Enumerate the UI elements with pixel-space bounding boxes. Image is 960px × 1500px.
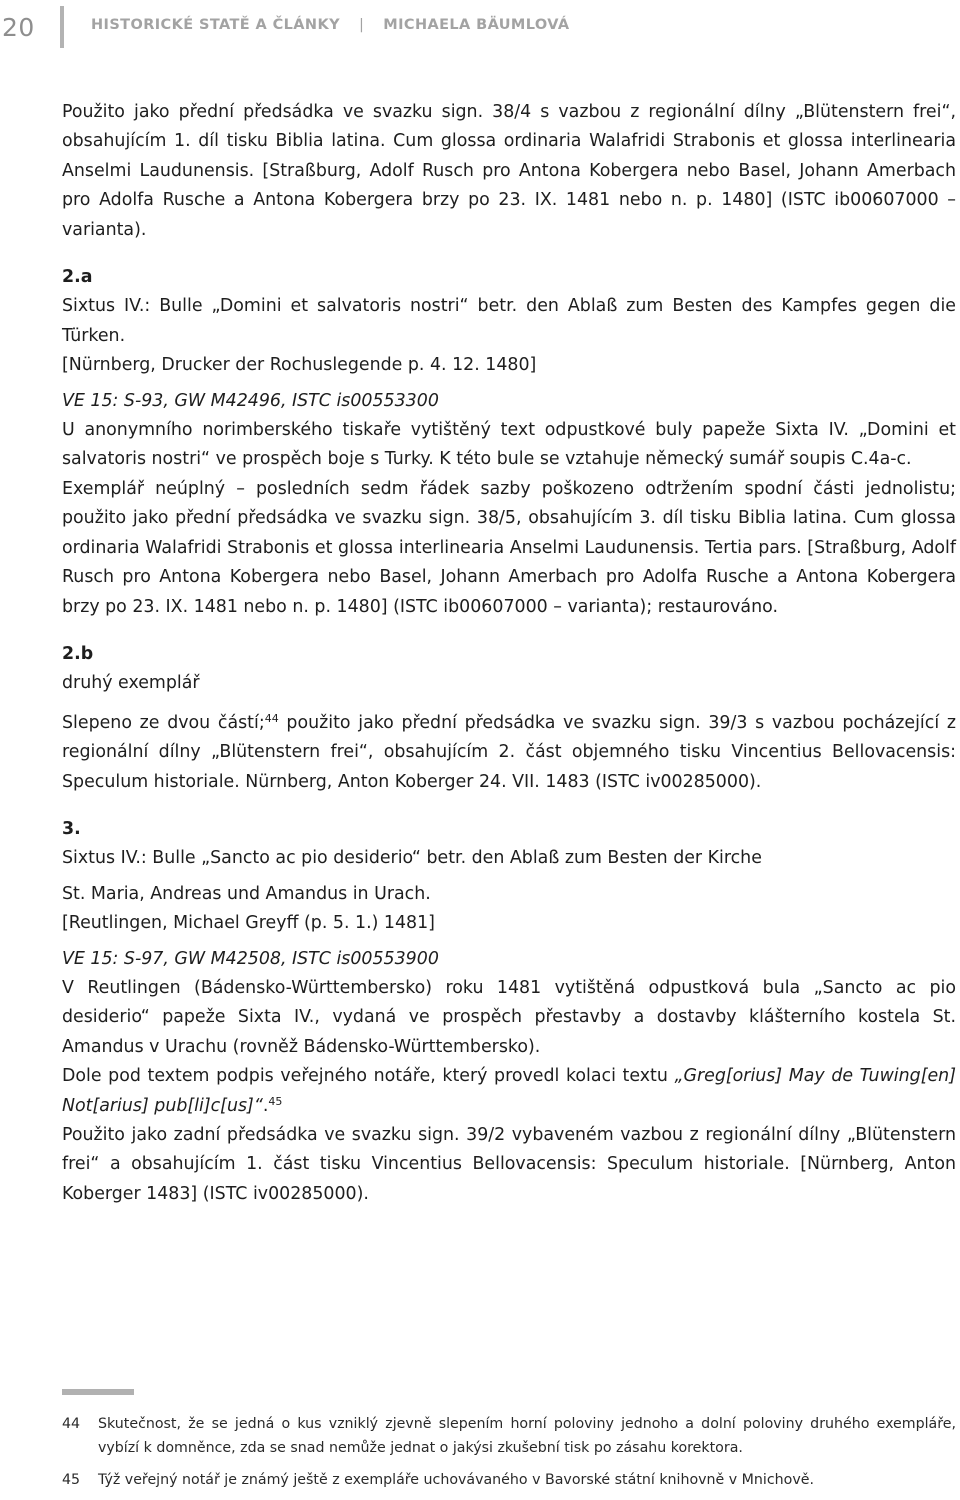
running-header-section: HISTORICKÉ STATĚ A ČLÁNKY <box>91 17 340 33</box>
page-header <box>0 0 960 56</box>
entry-2b-text-a: Slepeno ze dvou částí; <box>62 712 265 733</box>
footnote-number: 45 <box>62 1472 81 1488</box>
entry-2a-copy-note: Exemplář neúplný – posledních sedm řádek sazby poškozeno odtržením spodní části jednolistu; použito jako přední předsádka ve svazku sign. 38/5, obsahujícím 3. díl tisku Biblia latina. Cum glossa ordinaria Walafridi Strabonis et glossa interlinearia Anselmi Laudunensis. Tertia pars. [Straßburg, Adolf Rusch pro Antona Kobergera nebo Basel, Johann Amerbach pro Adolfa Rusche a Antona Kobergera brzy po 23. IX. 1481 nebo n. p. 1480] (ISTC ib00607000 – varianta); restaurováno. <box>62 478 956 617</box>
entry-2a-description: U anonymního norimberského tiskaře vytištěný text odpustkové buly papeže Sixta IV. „Domini et salvatoris nostri“ ve prospěch boje s Turky. K této bule se vztahuje německý sumář soupis C.4a-c. <box>62 420 956 470</box>
entry-2b-text-b: použito jako přední předsádka ve svazku sign. 39/3 s vazbou pocházející z regionální dílny „Blütenstern frei“, obsahujícím 2. část objemného tisku Vincentius Bellovacensis: Speculum historiale. Nürnberg, Anton Koberger 24. VII. 1483 (ISTC iv00285000). <box>62 712 956 792</box>
entry-3-title-line2: St. Maria, Andreas und Amandus in Urach. <box>62 883 431 904</box>
running-header-separator: | <box>358 17 365 33</box>
footnote-number: 44 <box>62 1416 81 1432</box>
entry-2a-title: Sixtus IV.: Bulle „Domini et salvatoris nostri“ betr. den Ablaß zum Besten des Kampfes gegen die Türken. <box>62 296 956 346</box>
entry-3-imprint: [Reutlingen, Michael Greyff (p. 5. 1.) 1481] <box>62 913 435 934</box>
footnotes <box>62 1412 956 1500</box>
main-text <box>62 98 956 1209</box>
entry-3-notary-note <box>62 1062 956 1121</box>
entry-3-title-line1: Sixtus IV.: Bulle „Sancto ac pio desiderio“ betr. den Ablaß zum Besten der Kirche <box>62 848 762 869</box>
entry-3-heading: 3. <box>62 818 81 839</box>
footnote-text: Skutečnost, že se jedná o kus vzniklý zjevně slepením horní poloviny jednoho a dolní poloviny druhého exempláře, vybízí k domněnce, zda se snad nemůže jednat o jakýsi zkušební tisk po zásahu korektora. <box>98 1416 956 1456</box>
footnote-text: Týž veřejný notář je známý ještě z exempláře uchovávaného v Bavorské státní knihovně v Mnichově. <box>98 1472 814 1488</box>
entry-2a-refs: VE 15: S-93, GW M42496, ISTC is00553300 <box>62 390 439 411</box>
footnote-rule <box>62 1389 134 1395</box>
running-header-author: MICHAELA BÄUMLOVÁ <box>383 17 570 33</box>
entry-3-description: V Reutlingen (Bádensko-Württembersko) roku 1481 vytištěná odpustková bula „Sancto ac pio desiderio“ papeže Sixta IV., vydaná ve prospěch přestavby a dostavby klášterního kostela St. Amandus v Urachu (rovněž Bádensko-Württembersko). <box>62 977 956 1057</box>
entry-2a-imprint: [Nürnberg, Drucker der Rochuslegende p. 4. 12. 1480] <box>62 355 537 376</box>
entry-2a-heading: 2.a <box>62 267 93 288</box>
entry-3-note-b: . <box>262 1095 269 1116</box>
running-header <box>91 17 569 33</box>
entry-2b-heading: 2.b <box>62 643 94 664</box>
entry-2b-paragraph <box>62 709 956 797</box>
page-number: 20 <box>2 13 35 42</box>
footnote-ref-45[interactable]: 45 <box>268 1094 283 1108</box>
footnote-44 <box>62 1412 956 1460</box>
header-divider-bar <box>60 6 64 48</box>
footnote-ref-44[interactable]: 44 <box>264 711 279 725</box>
entry-3-copy-note: Použito jako zadní předsádka ve svazku sign. 39/2 vybaveném vazbou z regionální dílny „Blütenstern frei“ a obsahujícím 1. část tisku Vincentius Bellovacensis: Speculum historiale. [Nürnberg, Anton Koberger 1483] (ISTC iv00285000). <box>62 1125 956 1204</box>
intro-paragraph: Použito jako přední předsádka ve svazku sign. 38/4 s vazbou z regionální dílny „Blütenstern frei“, obsahujícím 1. díl tisku Biblia latina. Cum glossa ordinaria Walafridi Strabonis et glossa interlinearia Anselmi Laudunensis. [Straßburg, Adolf Rusch pro Antona Kobergera nebo Basel, Johann Amerbach pro Adolfa Rusche a Antona Kobergera brzy po 23. IX. 1481 nebo n. p. 1480] (ISTC ib00607000 – varianta). <box>62 102 956 240</box>
entry-3-note-italic: „Greg[orius] May de Tuwing[en] Not[arius] pub[li]c[us]“ <box>62 1066 956 1116</box>
entry-2b-subtitle: druhý exemplář <box>62 673 200 694</box>
footnote-45 <box>62 1468 956 1492</box>
entry-3-note-a: Dole pod textem podpis veřejného notáře, který provedl kolaci textu <box>62 1066 675 1087</box>
entry-3-refs: VE 15: S-97, GW M42508, ISTC is00553900 <box>62 948 439 969</box>
